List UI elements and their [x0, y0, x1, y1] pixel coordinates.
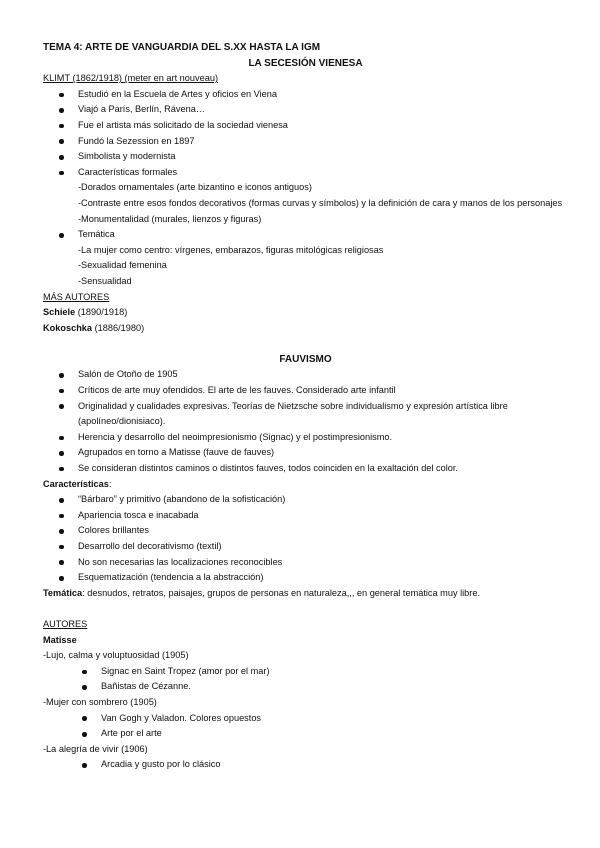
list-item: Van Gogh y Valadon. Colores opuestos	[43, 711, 568, 727]
list-item: Características formales	[43, 165, 568, 181]
bullet-icon	[82, 763, 87, 768]
bullet-icon	[82, 716, 87, 721]
klimt-heading: KLIMT (1862/1918) (meter en art nouveau)	[43, 73, 218, 84]
obra-title: -Mujer con sombrero (1905)	[43, 696, 157, 707]
list-item: Desarrollo del decorativismo (textil)	[43, 539, 568, 555]
tematica-item: -Sexualidad femenina	[78, 260, 167, 271]
secesion-title: LA SECESIÓN VIENESA	[248, 57, 363, 69]
obra-title: -Lujo, calma y voluptuosidad (1905)	[43, 650, 189, 661]
list-item: Fue el artista más solicitado de la sociedad vienesa	[43, 118, 568, 134]
list-item: Estudió en la Escuela de Artes y oficios en Viena	[43, 87, 568, 103]
fauvismo-list	[43, 367, 568, 476]
matisse-heading: Matisse	[43, 634, 77, 645]
bullet-icon	[59, 529, 64, 534]
klimt-tematica-list	[43, 227, 568, 243]
obra-title: -La alegría de vivir (1906)	[43, 743, 148, 754]
list-item: Arcadia y gusto por lo clásico	[43, 757, 568, 773]
list-item: Arte por el arte	[43, 726, 568, 742]
bullet-icon	[59, 93, 64, 98]
bullet-icon	[59, 576, 64, 581]
caracteristicas-heading: Características:	[43, 478, 112, 489]
list-item: Colores brillantes	[43, 523, 568, 539]
autor-line: Kokoschka (1886/1980)	[43, 322, 145, 333]
list-item: Originalidad y cualidades expresivas. Teorías de Nietzsche sobre individualismo y expresión artística libre (apolíneo/dionisiaco).	[43, 399, 568, 430]
bullet-icon	[59, 498, 64, 503]
bullet-icon	[59, 545, 64, 550]
list-item: Se consideran distintos caminos o distintos fauves, todos coinciden en la exaltación del color.	[43, 461, 568, 477]
bullet-icon	[59, 139, 64, 144]
list-item: Fundó la Sezession en 1897	[43, 134, 568, 150]
list-item: Viajó a París, Berlín, Rávena…	[43, 102, 568, 118]
bullet-icon	[59, 155, 64, 160]
klimt-list	[43, 87, 568, 181]
list-item: Salón de Otoño de 1905	[43, 367, 568, 383]
bullet-icon	[59, 560, 64, 565]
autores-heading: AUTORES	[43, 618, 88, 629]
bullet-icon	[59, 233, 64, 238]
bullet-icon	[82, 670, 87, 675]
list-item: No son necesarias las localizaciones reconocibles	[43, 555, 568, 571]
bullet-icon	[59, 373, 64, 378]
bullet-icon	[59, 451, 64, 456]
bullet-icon	[59, 171, 64, 176]
formal-trait: -Monumentalidad (murales, lienzos y figuras)	[78, 213, 262, 224]
list-item: Bañistas de Cézanne.	[43, 679, 568, 695]
fauvismo-heading: FAUVISMO	[279, 353, 332, 365]
bullet-icon	[59, 389, 64, 394]
bullet-icon	[59, 436, 64, 441]
bullet-icon	[59, 404, 64, 409]
formal-trait: -Contraste entre esos fondos decorativos (formas curvas y símbolos) y la definición de cara y manos de los personajes	[78, 197, 563, 208]
list-item: Agrupados en torno a Matisse (fauve de fauves)	[43, 445, 568, 461]
bullet-icon	[59, 108, 64, 113]
list-item: Herencia y desarrollo del neoimpresionismo (Signac) y el postimpresionismo.	[43, 430, 568, 446]
obra-list	[43, 711, 568, 742]
obra-list	[43, 664, 568, 695]
caracteristicas-list	[43, 492, 568, 586]
obra-list	[43, 757, 568, 773]
list-item: Simbolista y modernista	[43, 149, 568, 165]
bullet-icon	[82, 685, 87, 690]
list-item: Temática	[43, 227, 568, 243]
bullet-icon	[59, 514, 64, 519]
bullet-icon	[82, 732, 87, 737]
bullet-icon	[59, 124, 64, 129]
list-item: Esquematización (tendencia a la abstracción)	[43, 570, 568, 586]
mas-autores-heading: MÁS AUTORES	[43, 291, 110, 302]
tema-title: TEMA 4: ARTE DE VANGUARDIA DEL S.XX HASTA LA IGM	[43, 42, 321, 53]
autor-line: Schiele (1890/1918)	[43, 307, 128, 318]
list-item: “Bárbaro” y primitivo (abandono de la sofisticación)	[43, 492, 568, 508]
fauvismo-tematica: Temática: desnudos, retratos, paisajes, grupos de personas en naturaleza,,, en general temática muy libre.	[43, 587, 481, 598]
document-body	[43, 40, 568, 773]
formal-trait: -Dorados ornamentales (arte bizantino e iconos antiguos)	[78, 182, 312, 193]
list-item: Críticos de arte muy ofendidos. El arte de les fauves. Considerado arte infantil	[43, 383, 568, 399]
tematica-item: -La mujer como centro: vírgenes, embarazos, figuras mitológicas religiosas	[78, 244, 384, 255]
bullet-icon	[59, 467, 64, 472]
tematica-item: -Sensualidad	[78, 275, 132, 286]
list-item: Signac en Saint Tropez (amor por el mar)	[43, 664, 568, 680]
list-item: Apariencia tosca e inacabada	[43, 508, 568, 524]
